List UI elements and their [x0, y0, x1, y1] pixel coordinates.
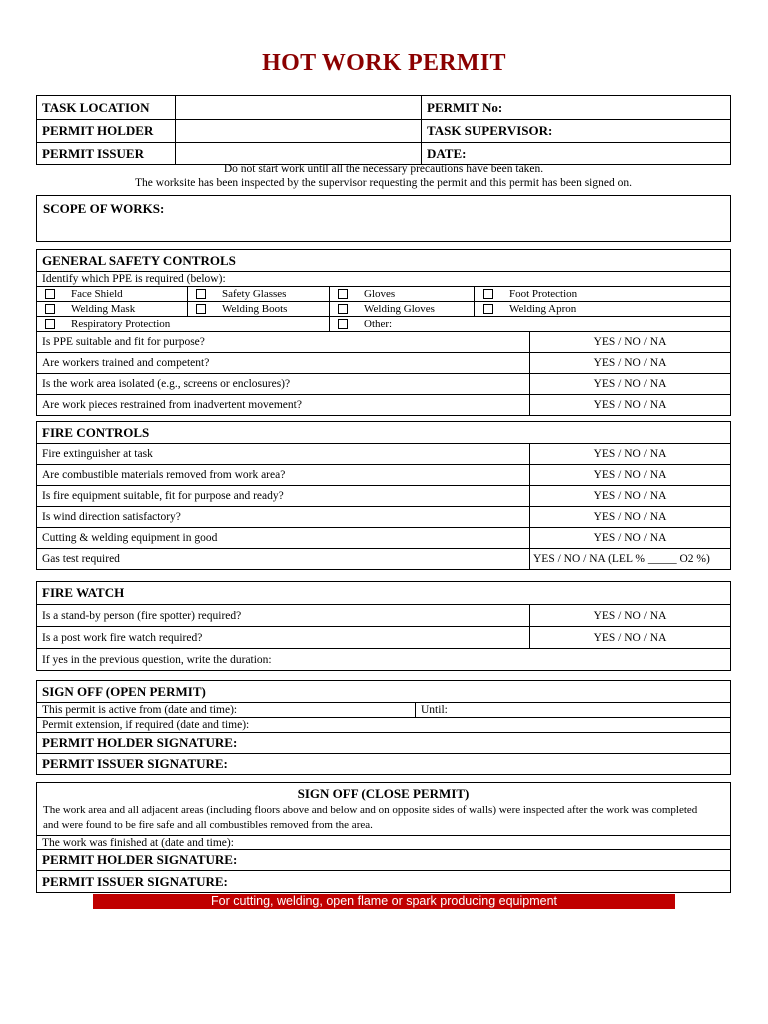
yes-no-na-field[interactable]: YES / NO / NA — [529, 465, 730, 485]
gas-test-field[interactable]: YES / NO / NA (LEL % _____ O2 %) — [529, 549, 730, 569]
date-field[interactable]: DATE: — [421, 143, 730, 164]
close-text-line: and were found to be fire safe and all combustibles removed from the area. — [43, 819, 373, 831]
permit-no-field[interactable]: PERMIT No: — [421, 96, 730, 119]
checkbox-icon — [45, 289, 55, 299]
ppe-label: Safety Glasses — [222, 288, 287, 300]
yes-no-na-field[interactable]: YES / NO / NA — [529, 486, 730, 506]
checkbox-icon — [338, 289, 348, 299]
checkbox-icon — [483, 304, 493, 314]
precaution-note: Do not start work until all the necessary precautions have been taken. — [223, 163, 544, 175]
issuer-signature-field[interactable]: PERMIT ISSUER SIGNATURE: — [42, 873, 228, 889]
ppe-checkbox[interactable] — [37, 302, 187, 316]
permit-issuer-field[interactable] — [175, 143, 421, 164]
fire-controls-section — [36, 421, 731, 570]
open-permit-section — [36, 680, 731, 775]
ppe-checkbox[interactable] — [187, 287, 329, 301]
section-heading: FIRE CONTROLS — [42, 424, 150, 440]
section-heading: SIGN OFF (CLOSE PERMIT) — [297, 786, 470, 801]
ppe-label: Welding Boots — [222, 303, 288, 315]
ppe-checkbox[interactable] — [37, 287, 187, 301]
ppe-label: Welding Gloves — [364, 303, 435, 315]
checkbox-icon — [45, 319, 55, 329]
holder-signature-field[interactable]: PERMIT HOLDER SIGNATURE: — [42, 735, 238, 750]
question-label: Are workers trained and competent? — [42, 357, 210, 369]
ppe-label: Face Shield — [71, 288, 123, 300]
yes-no-na-field[interactable]: YES / NO / NA — [529, 444, 730, 464]
ppe-prompt: Identify which PPE is required (below): — [42, 273, 226, 285]
section-heading: GENERAL SAFETY CONTROLS — [42, 252, 236, 268]
task-location-field[interactable] — [175, 96, 421, 119]
close-permit-section — [36, 782, 731, 893]
yes-no-na-field[interactable]: YES / NO / NA — [529, 627, 730, 648]
yes-no-na-field[interactable]: YES / NO / NA — [529, 605, 730, 626]
finished-field[interactable]: The work was finished at (date and time): — [42, 836, 234, 849]
yes-no-na-field[interactable]: YES / NO / NA — [529, 332, 730, 352]
checkbox-icon — [483, 289, 493, 299]
yes-no-na-field[interactable]: YES / NO / NA — [529, 395, 730, 415]
question-label: Gas test required — [42, 553, 120, 565]
footer-banner: For cutting, welding, open flame or spark producing equipment — [93, 894, 675, 909]
header-table — [36, 95, 731, 165]
permit-holder-label: PERMIT HOLDER — [42, 123, 154, 138]
question-label: Fire extinguisher at task — [42, 448, 153, 460]
task-supervisor-field[interactable]: TASK SUPERVISOR: — [421, 120, 730, 142]
ppe-label: Welding Apron — [509, 303, 577, 315]
question-label: Cutting & welding equipment in good — [42, 532, 218, 544]
question-label: Is wind direction satisfactory? — [42, 511, 181, 523]
question-label: Is a post work fire watch required? — [42, 631, 203, 644]
ppe-label: Foot Protection — [509, 288, 578, 300]
question-label: Are work pieces restrained from inadvertent movement? — [42, 399, 302, 411]
ppe-checkbox[interactable] — [474, 302, 730, 316]
task-location-label: TASK LOCATION — [42, 99, 150, 115]
checkbox-icon — [338, 304, 348, 314]
issuer-signature-field[interactable]: PERMIT ISSUER SIGNATURE: — [42, 756, 228, 771]
question-label: Is fire equipment suitable, fit for purpose and ready? — [42, 490, 284, 502]
general-safety-section — [36, 249, 731, 416]
fire-watch-section — [36, 581, 731, 671]
ppe-checkbox[interactable] — [187, 302, 329, 316]
header-row — [37, 119, 730, 142]
section-heading: FIRE WATCH — [42, 585, 125, 600]
checkbox-icon — [338, 319, 348, 329]
inspection-note: The worksite has been inspected by the supervisor requesting the permit and this permit has been signed on. — [135, 177, 632, 189]
ppe-checkbox[interactable] — [329, 287, 474, 301]
ppe-label: Other: — [364, 318, 393, 330]
permit-issuer-label: PERMIT ISSUER — [42, 145, 144, 161]
ppe-label: Welding Mask — [71, 303, 136, 315]
ppe-checkbox[interactable] — [329, 302, 474, 316]
ppe-label: Gloves — [364, 288, 396, 300]
active-from-field[interactable]: This permit is active from (date and time): — [42, 704, 238, 716]
permit-holder-field[interactable] — [175, 120, 421, 142]
scope-label: SCOPE OF WORKS: — [43, 201, 165, 216]
header-row — [37, 96, 730, 119]
yes-no-na-field[interactable]: YES / NO / NA — [529, 507, 730, 527]
section-heading: SIGN OFF (OPEN PERMIT) — [42, 683, 206, 699]
yes-no-na-field[interactable]: YES / NO / NA — [529, 528, 730, 548]
holder-signature-field[interactable]: PERMIT HOLDER SIGNATURE: — [42, 852, 238, 867]
checkbox-icon — [196, 304, 206, 314]
question-label: Is the work area isolated (e.g., screens or enclosures)? — [42, 378, 291, 390]
ppe-checkbox[interactable] — [37, 317, 329, 331]
scope-section[interactable] — [36, 195, 731, 242]
question-label: Is PPE suitable and fit for purpose? — [42, 336, 205, 348]
yes-no-na-field[interactable]: YES / NO / NA — [529, 353, 730, 373]
question-label: Is a stand-by person (fire spotter) required? — [42, 609, 242, 622]
checkbox-icon — [196, 289, 206, 299]
close-text-line: The work area and all adjacent areas (including floors above and below and on opposite sides of walls) were inspected after the work was completed — [43, 804, 698, 816]
page-title: HOT WORK PERMIT — [262, 50, 506, 76]
yes-no-na-field[interactable]: YES / NO / NA — [529, 374, 730, 394]
ppe-label: Respiratory Protection — [71, 318, 171, 330]
ppe-checkbox[interactable] — [329, 317, 730, 331]
question-label: Are combustible materials removed from work area? — [42, 469, 286, 481]
until-field[interactable]: Until: — [415, 703, 730, 717]
extension-field[interactable]: Permit extension, if required (date and time): — [42, 719, 250, 731]
ppe-checkbox[interactable] — [474, 287, 730, 301]
duration-field[interactable]: If yes in the previous question, write the duration: — [42, 653, 272, 666]
checkbox-icon — [45, 304, 55, 314]
header-row — [37, 142, 730, 164]
